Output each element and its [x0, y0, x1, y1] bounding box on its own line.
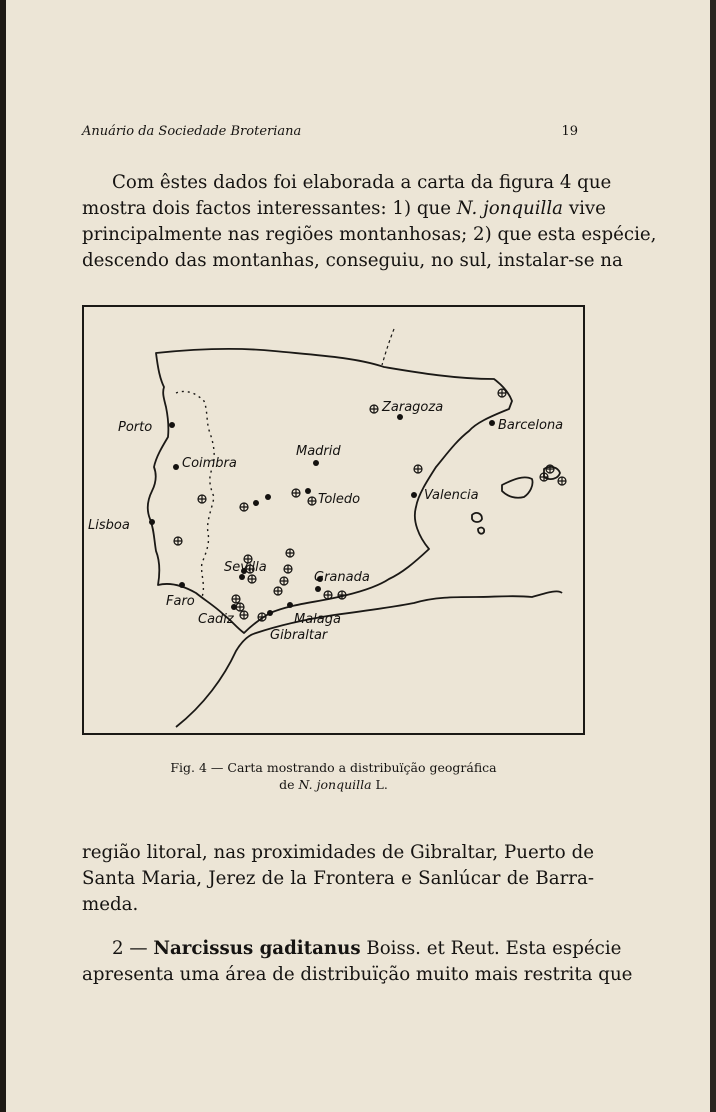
species-name: N. jonquilla — [298, 777, 372, 792]
occurrence-marker — [240, 611, 248, 619]
occurrence-marker — [370, 405, 378, 413]
occurrence-marker — [558, 477, 566, 485]
africa-coast — [176, 591, 562, 727]
paragraph-line — [82, 170, 612, 196]
paragraph-intro — [82, 170, 657, 274]
text-run: meda. — [82, 894, 139, 915]
book-page — [6, 0, 710, 1112]
city-dot-barcelona — [489, 420, 495, 426]
map-label-barcelona: Barcelona — [498, 418, 564, 433]
balearic-formentera — [478, 528, 484, 534]
occurrence-marker — [308, 497, 316, 505]
city-dot-lisboa — [149, 519, 155, 525]
species-name: N. jonquilla — [456, 198, 564, 219]
figure-caption: Fig. 4 — Carta mostrando a distribuïção geográfica — [170, 760, 497, 775]
running-head — [82, 124, 578, 142]
paragraph-continuation — [82, 840, 594, 918]
city-dot-toledo — [305, 488, 311, 494]
balearic-mallorca — [502, 477, 533, 497]
paragraph-line — [82, 866, 594, 892]
text-run: região litoral, nas proximidades de Gibraltar, Puerto de — [82, 842, 594, 863]
occurrence-marker — [258, 613, 266, 621]
iberia-map — [84, 307, 583, 733]
map-label-gibraltar: Gibraltar — [270, 628, 328, 643]
portugal-border — [176, 391, 214, 597]
map-label-coimbra: Coimbra — [182, 456, 237, 471]
occurrence-marker — [540, 473, 548, 481]
text-run: principalmente nas regiões montanhosas; 2) que esta espécie, — [82, 224, 657, 245]
occurrence-marker — [280, 577, 288, 585]
occurrence-marker — [248, 575, 256, 583]
text-run: apresenta uma área de distribuïção muito mais restrita que — [82, 964, 633, 985]
city-dot-gibraltar — [267, 610, 273, 616]
occurrence-marker — [286, 549, 294, 557]
city-dot-madrid — [313, 460, 319, 466]
page-number: 19 — [561, 124, 578, 139]
text-run: mostra dois factos interessantes: 1) que — [82, 198, 457, 219]
paragraph-line — [82, 222, 657, 248]
figure-caption-line2 — [82, 776, 585, 793]
paragraph-line — [82, 892, 594, 918]
paragraph-line — [82, 840, 594, 866]
occurrence-marker — [284, 565, 292, 573]
city-dot-granada — [315, 586, 321, 592]
city-dot-malaga — [287, 602, 293, 608]
running-title: Anuário da Sociedade Broteriana — [82, 124, 302, 139]
page-edge — [710, 0, 716, 1112]
occurrence-marker — [292, 489, 300, 497]
occurrence-marker — [338, 591, 346, 599]
text-run: vive — [563, 198, 606, 219]
map-label-sevilla: Sevilla — [224, 560, 267, 575]
map-label-malaga: Malaga — [294, 612, 341, 627]
map-label-lisboa: Lisboa — [88, 518, 130, 533]
city-dot-valencia — [411, 492, 417, 498]
occurrence-marker — [498, 389, 506, 397]
map-label-cadiz: Cadiz — [198, 612, 234, 627]
map-label-madrid: Madrid — [296, 444, 341, 459]
text-run: de — [279, 777, 299, 792]
paragraph-line — [82, 936, 622, 962]
occurrence-marker — [546, 465, 554, 473]
occurrence-marker — [324, 591, 332, 599]
city-dot-porto — [169, 422, 175, 428]
city-dot-faro — [179, 582, 185, 588]
paragraph-line — [82, 196, 606, 222]
occurrence-dot — [265, 494, 271, 500]
occurrence-marker — [274, 587, 282, 595]
text-run: Boiss. et Reut. Esta espécie — [360, 938, 622, 959]
species-heading: Narcissus gaditanus — [153, 938, 361, 959]
section-number: 2 — — [112, 938, 154, 959]
paragraph-section-2 — [82, 936, 633, 988]
paragraph-line — [82, 962, 633, 988]
text-run: Santa Maria, Jerez de la Frontera e Sanlúcar de Barra- — [82, 868, 594, 889]
text-run: Com êstes dados foi elaborada a carta da figura 4 que — [112, 172, 612, 193]
map-label-granada: Granada — [314, 570, 370, 585]
distribution-map-figure — [82, 305, 585, 735]
occurrence-marker — [414, 465, 422, 473]
text-run: descendo das montanhas, conseguiu, no sul, instalar-se na — [82, 250, 623, 271]
text-run: L. — [371, 777, 388, 792]
coastline — [148, 349, 562, 727]
occurrence-marker — [240, 503, 248, 511]
paragraph-line — [82, 248, 623, 274]
map-label-toledo: Toledo — [318, 492, 361, 507]
france-border — [382, 329, 394, 365]
occurrence-dot — [253, 500, 259, 506]
map-label-valencia: Valencia — [424, 488, 479, 503]
city-dot-coimbra — [173, 464, 179, 470]
occurrence-marker — [236, 603, 244, 611]
map-label-faro: Faro — [166, 594, 195, 609]
occurrence-marker — [232, 595, 240, 603]
occurrence-marker — [174, 537, 182, 545]
balearic-ibiza — [472, 513, 482, 522]
occurrence-marker — [198, 495, 206, 503]
map-label-zaragoza: Zaragoza — [382, 400, 444, 415]
map-label-porto: Porto — [118, 420, 153, 435]
